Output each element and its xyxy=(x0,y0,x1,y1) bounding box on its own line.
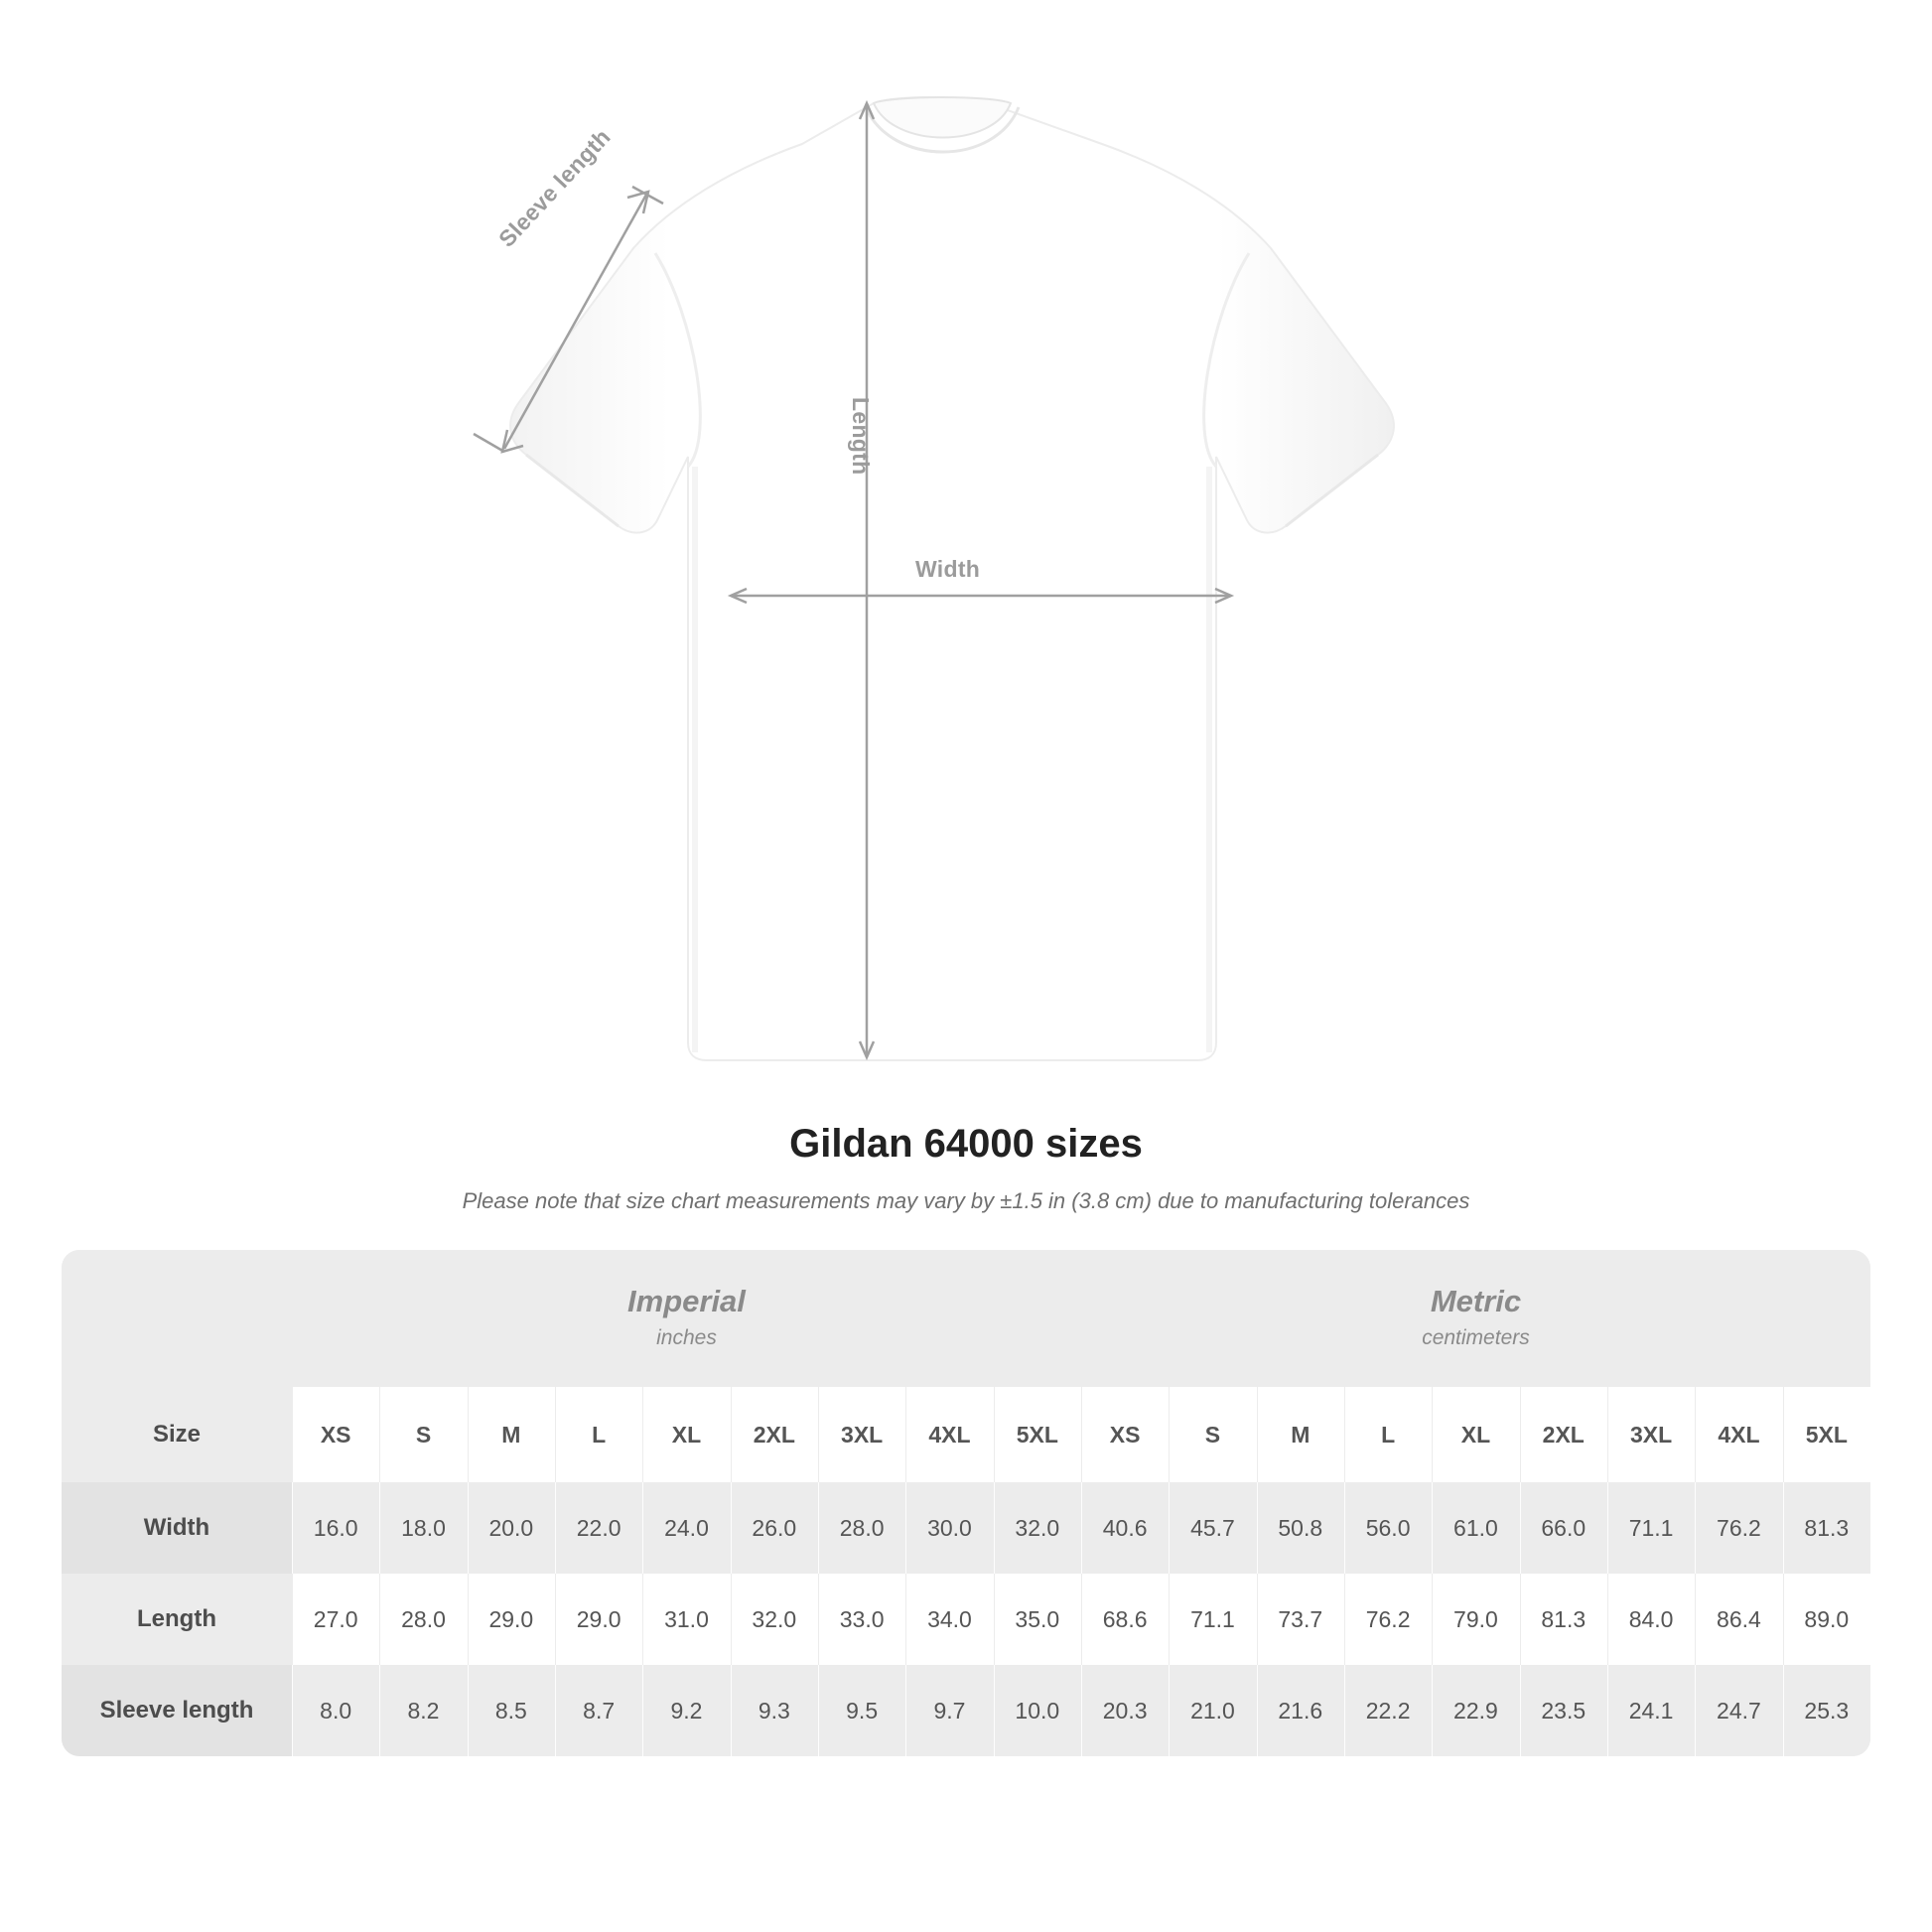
cell-width-metric-3xl: 71.1 xyxy=(1607,1482,1695,1574)
cell-length-imperial-4xl: 34.0 xyxy=(905,1574,993,1665)
imperial-label: Imperial xyxy=(627,1283,746,1318)
cell-length-metric-4xl: 86.4 xyxy=(1695,1574,1782,1665)
cell-width-imperial-l: 22.0 xyxy=(555,1482,642,1574)
cell-length-imperial-2xl: 32.0 xyxy=(731,1574,818,1665)
cell-sleeve-imperial-s: 8.2 xyxy=(379,1665,467,1756)
size-header-metric-l: L xyxy=(1344,1387,1432,1482)
cell-width-metric-4xl: 76.2 xyxy=(1695,1482,1782,1574)
cell-length-imperial-s: 28.0 xyxy=(379,1574,467,1665)
cell-width-imperial-m: 20.0 xyxy=(468,1482,555,1574)
cell-width-imperial-5xl: 32.0 xyxy=(994,1482,1081,1574)
tolerance-note: Please note that size chart measurements may vary by ±1.5 in (3.8 cm) due to manufacturing tolerances xyxy=(462,1188,1470,1213)
cell-sleeve-metric-l: 22.2 xyxy=(1344,1665,1432,1756)
cell-length-metric-m: 73.7 xyxy=(1257,1574,1344,1665)
size-header-imperial-3xl: 3XL xyxy=(818,1387,905,1482)
cell-sleeve-metric-5xl: 25.3 xyxy=(1783,1665,1870,1756)
page-title: Gildan 64000 sizes xyxy=(789,1122,1143,1166)
cell-length-metric-5xl: 89.0 xyxy=(1783,1574,1870,1665)
table-row xyxy=(62,1574,1870,1665)
cell-length-metric-xs: 68.6 xyxy=(1081,1574,1169,1665)
cell-width-metric-m: 50.8 xyxy=(1257,1482,1344,1574)
size-header-imperial-m: M xyxy=(468,1387,555,1482)
metric-group-header xyxy=(1081,1250,1870,1387)
cell-sleeve-metric-m: 21.6 xyxy=(1257,1665,1344,1756)
cell-width-imperial-xl: 24.0 xyxy=(642,1482,730,1574)
cell-width-imperial-s: 18.0 xyxy=(379,1482,467,1574)
cell-length-metric-3xl: 84.0 xyxy=(1607,1574,1695,1665)
length-dimension-label: Length xyxy=(848,397,874,476)
metric-unit: centimeters xyxy=(1422,1325,1530,1349)
cell-sleeve-metric-2xl: 23.5 xyxy=(1520,1665,1607,1756)
cell-width-imperial-xs: 16.0 xyxy=(292,1482,379,1574)
cell-length-imperial-xs: 27.0 xyxy=(292,1574,379,1665)
cell-sleeve-imperial-xs: 8.0 xyxy=(292,1665,379,1756)
cell-sleeve-imperial-5xl: 10.0 xyxy=(994,1665,1081,1756)
cell-sleeve-metric-3xl: 24.1 xyxy=(1607,1665,1695,1756)
unit-header-spacer xyxy=(62,1250,292,1387)
cell-sleeve-metric-4xl: 24.7 xyxy=(1695,1665,1782,1756)
size-header-imperial-4xl: 4XL xyxy=(905,1387,993,1482)
cell-length-metric-l: 76.2 xyxy=(1344,1574,1432,1665)
size-header-imperial-5xl: 5XL xyxy=(994,1387,1081,1482)
imperial-unit: inches xyxy=(656,1325,717,1349)
cell-width-metric-s: 45.7 xyxy=(1169,1482,1256,1574)
table-row xyxy=(62,1665,1870,1756)
size-header-row xyxy=(62,1387,1870,1482)
cell-length-imperial-xl: 31.0 xyxy=(642,1574,730,1665)
cell-width-metric-xl: 61.0 xyxy=(1432,1482,1519,1574)
size-header-metric-4xl: 4XL xyxy=(1695,1387,1782,1482)
size-header-imperial-l: L xyxy=(555,1387,642,1482)
cell-sleeve-imperial-2xl: 9.3 xyxy=(731,1665,818,1756)
cell-sleeve-imperial-xl: 9.2 xyxy=(642,1665,730,1756)
size-header-metric-xs: XS xyxy=(1081,1387,1169,1482)
table-row xyxy=(62,1482,1870,1574)
cell-width-metric-xs: 40.6 xyxy=(1081,1482,1169,1574)
width-dimension-label: Width xyxy=(915,556,981,582)
size-header-metric-m: M xyxy=(1257,1387,1344,1482)
row-label-length: Length xyxy=(62,1574,292,1665)
row-label-sleeve-length: Sleeve length xyxy=(62,1665,292,1756)
cell-sleeve-imperial-m: 8.5 xyxy=(468,1665,555,1756)
cell-width-imperial-3xl: 28.0 xyxy=(818,1482,905,1574)
size-header-metric-s: S xyxy=(1169,1387,1256,1482)
cell-length-imperial-5xl: 35.0 xyxy=(994,1574,1081,1665)
imperial-group-header xyxy=(292,1250,1081,1387)
metric-label: Metric xyxy=(1430,1283,1522,1318)
size-table xyxy=(62,1250,1870,1756)
cell-width-metric-2xl: 66.0 xyxy=(1520,1482,1607,1574)
cell-sleeve-imperial-l: 8.7 xyxy=(555,1665,642,1756)
size-header-imperial-xl: XL xyxy=(642,1387,730,1482)
size-table-container xyxy=(62,1250,1870,1756)
size-header-imperial-2xl: 2XL xyxy=(731,1387,818,1482)
cell-sleeve-metric-xs: 20.3 xyxy=(1081,1665,1169,1756)
cell-length-metric-xl: 79.0 xyxy=(1432,1574,1519,1665)
cell-sleeve-metric-xl: 22.9 xyxy=(1432,1665,1519,1756)
cell-sleeve-imperial-4xl: 9.7 xyxy=(905,1665,993,1756)
cell-width-imperial-4xl: 30.0 xyxy=(905,1482,993,1574)
size-header-imperial-xs: XS xyxy=(292,1387,379,1482)
cell-sleeve-metric-s: 21.0 xyxy=(1169,1665,1256,1756)
cell-width-imperial-2xl: 26.0 xyxy=(731,1482,818,1574)
cell-length-imperial-3xl: 33.0 xyxy=(818,1574,905,1665)
row-label-width: Width xyxy=(62,1482,292,1574)
cell-width-metric-l: 56.0 xyxy=(1344,1482,1432,1574)
size-header-label: Size xyxy=(62,1387,292,1482)
cell-length-imperial-m: 29.0 xyxy=(468,1574,555,1665)
unit-header-row xyxy=(62,1250,1870,1387)
sleeve-length-dimension-label: Sleeve length xyxy=(493,123,616,252)
size-header-imperial-s: S xyxy=(379,1387,467,1482)
cell-width-metric-5xl: 81.3 xyxy=(1783,1482,1870,1574)
cell-length-metric-s: 71.1 xyxy=(1169,1574,1256,1665)
size-header-metric-2xl: 2XL xyxy=(1520,1387,1607,1482)
size-header-metric-5xl: 5XL xyxy=(1783,1387,1870,1482)
cell-length-metric-2xl: 81.3 xyxy=(1520,1574,1607,1665)
cell-sleeve-imperial-3xl: 9.5 xyxy=(818,1665,905,1756)
size-header-metric-3xl: 3XL xyxy=(1607,1387,1695,1482)
size-header-metric-xl: XL xyxy=(1432,1387,1519,1482)
cell-length-imperial-l: 29.0 xyxy=(555,1574,642,1665)
